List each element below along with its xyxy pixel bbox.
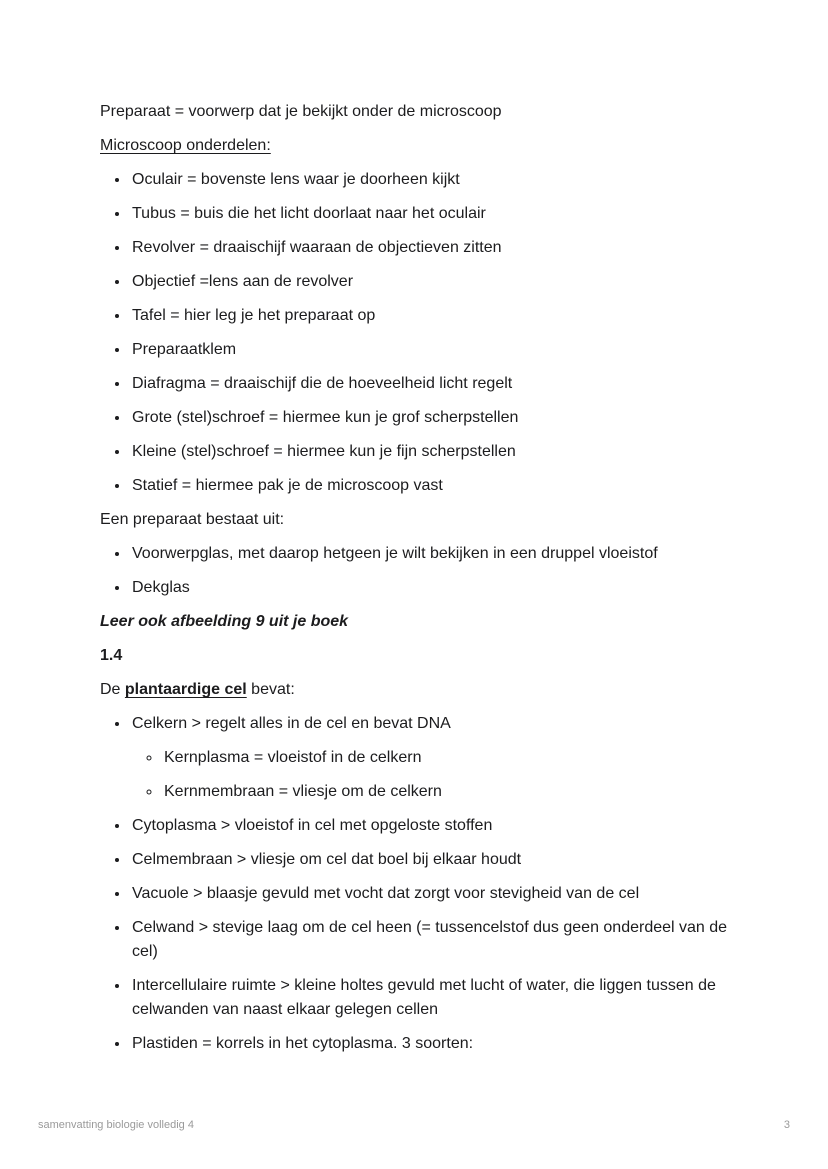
list-item-celmembraan: • Celmembraan > vliesje om cel dat boel bij elkaar houdt xyxy=(130,848,734,872)
list-item-voorwerpglas: • Voorwerpglas, met daarop hetgeen je wilt bekijken in een druppel vloeistof xyxy=(130,542,734,566)
list-item-tafel: • Tafel = hier leg je het preparaat op xyxy=(130,304,734,328)
list-item-plastiden: • Plastiden = korrels in het cytoplasma. 3 soorten: xyxy=(130,1032,734,1056)
paragraph-preparaat-definition: Preparaat = voorwerp dat je bekijkt onder de microscoop xyxy=(100,103,502,120)
list-item-diafragma: • Diafragma = draaischijf die de hoeveelheid licht regelt xyxy=(130,372,734,396)
heading-microscoop-onderdelen: Microscoop onderdelen: xyxy=(100,137,271,154)
plant-line-prefix: De xyxy=(100,681,125,698)
list-item-statief: • Statief = hiermee pak je de microscoop vast xyxy=(130,474,734,498)
list-item-grote-stelschroef: • Grote (stel)schroef = hiermee kun je grof scherpstellen xyxy=(130,406,734,430)
list-item-cytoplasma: • Cytoplasma > vloeistof in cel met opgeloste stoffen xyxy=(130,814,734,838)
heading-preparaat-bestaat-uit: Een preparaat bestaat uit: xyxy=(100,511,285,528)
page-footer xyxy=(38,1119,790,1131)
note-afbeelding: Leer ook afbeelding 9 uit je boek xyxy=(100,613,349,630)
list-item-intercellulaire-ruimte: • Intercellulaire ruimte > kleine holtes gevuld met lucht of water, die liggen tussen de celwanden van naast elkaar gelegen cellen xyxy=(130,974,734,1022)
plant-line-suffix: bevat: xyxy=(246,681,295,698)
preparaat-list xyxy=(100,542,734,600)
list-item-kleine-stelschroef: • Kleine (stel)schroef = hiermee kun je fijn scherpstellen xyxy=(130,440,734,464)
list-item-celwand: • Celwand > stevige laag om de cel heen (= tussencelstof dus geen onderdeel van de cel) xyxy=(130,916,734,964)
list-item-oculair: • Oculair = bovenste lens waar je doorheen kijkt xyxy=(130,168,734,192)
list-item-tubus: • Tubus = buis die het licht doorlaat naar het oculair xyxy=(130,202,734,226)
list-item-vacuole: • Vacuole > blaasje gevuld met vocht dat zorgt voor stevigheid van de cel xyxy=(130,882,734,906)
list-item-revolver: • Revolver = draaischijf waaraan de objectieven zitten xyxy=(130,236,734,260)
plant-cell-intro xyxy=(100,678,734,702)
footer-page-number: 3 xyxy=(783,1119,790,1131)
plant-line-term: plantaardige cel xyxy=(124,681,247,698)
list-item-celkern-text: Celkern > regelt alles in de cel en bevat DNA xyxy=(132,715,451,732)
section-number: 1.4 xyxy=(100,647,123,664)
footer-document-title: samenvatting biologie volledig 4 xyxy=(38,1119,194,1131)
list-item-kernmembraan: ◦ Kernmembraan = vliesje om de celkern xyxy=(162,780,734,804)
list-item-kernplasma: ◦ Kernplasma = vloeistof in de celkern xyxy=(162,746,734,770)
microscoop-parts-list xyxy=(100,168,734,498)
list-item-celkern xyxy=(130,712,734,804)
list-item-preparaatklem: • Preparaatklem xyxy=(130,338,734,362)
celkern-sublist xyxy=(132,746,734,804)
page-content xyxy=(100,100,734,1066)
list-item-dekglas: • Dekglas xyxy=(130,576,734,600)
list-item-objectief: • Objectief =lens aan de revolver xyxy=(130,270,734,294)
plant-cell-list xyxy=(100,712,734,1056)
